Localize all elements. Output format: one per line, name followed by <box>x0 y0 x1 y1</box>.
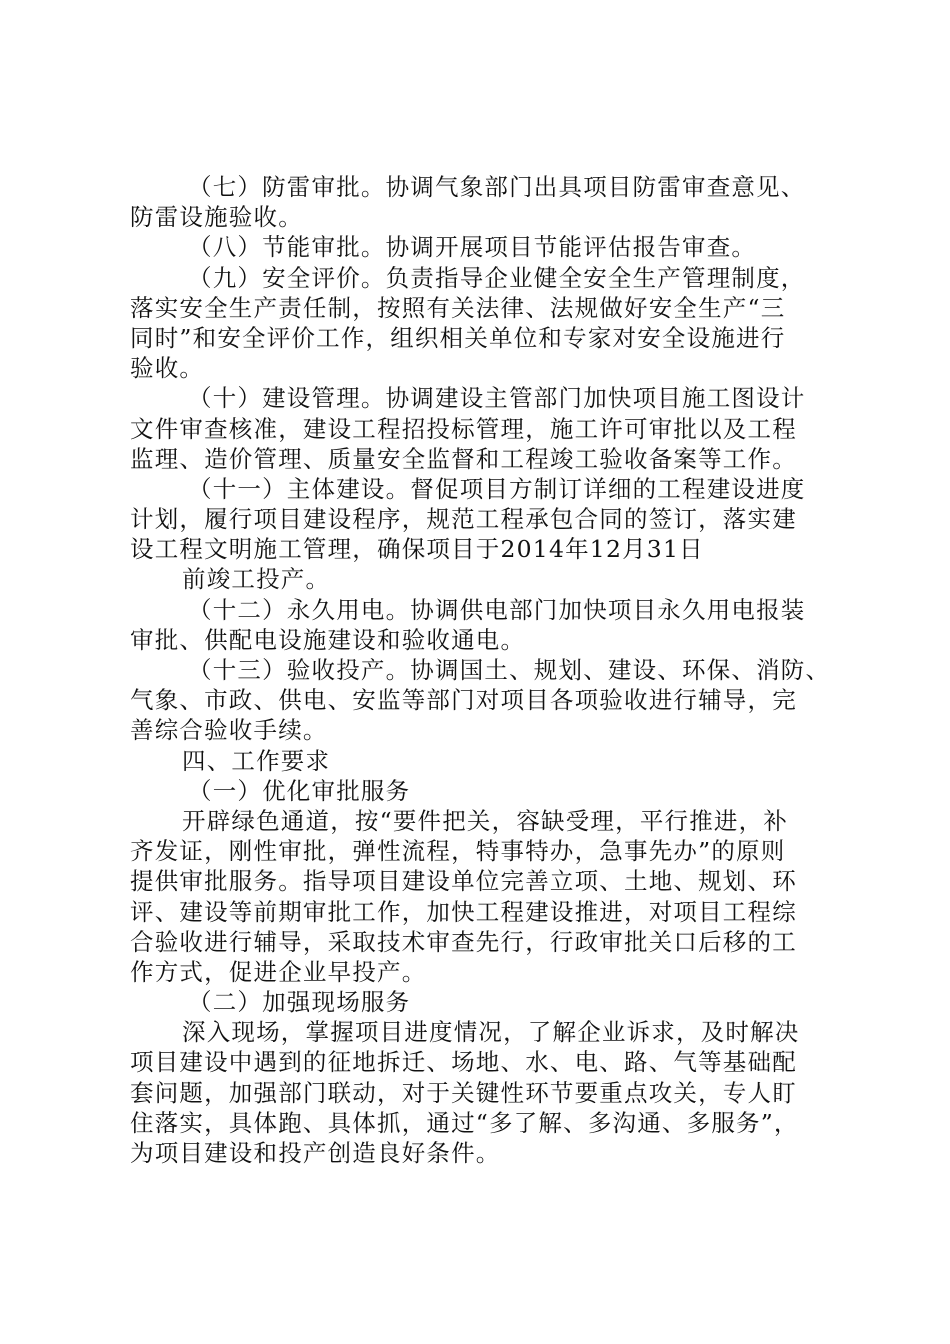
subsection-heading: （二）加强现场服务 <box>188 988 411 1017</box>
text-line: （七）防雷审批。协调气象部门出具项目防雷审查意见、 <box>188 173 806 201</box>
text-line: （八）节能审批。协调开展项目节能评估报告审查。 <box>188 233 757 262</box>
text-line: （九）安全评价。负责指导企业健全安全生产管理制度， <box>188 263 806 292</box>
text-line: 评、建设等前期审批工作，加快工程建设推进，对项目工程综 <box>130 897 797 926</box>
text-line: 善综合验收手续。 <box>130 716 328 745</box>
text-line: 套问题，加强部门联动，对于关键性环节要重点攻关，专人盯 <box>130 1078 797 1107</box>
text-line: 气象、市政、供电、安监等部门对项目各项验收进行辅导，完 <box>130 686 797 715</box>
section-heading: 四、工作要求 <box>182 746 331 775</box>
text-line: 验收。 <box>130 354 205 383</box>
text-line: 提供审批服务。指导项目建设单位完善立项、土地、规划、环 <box>130 867 797 896</box>
text-line: 监理、造价管理、质量安全监督和工程竣工验收备案等工作。 <box>130 444 797 473</box>
text-line: 齐发证，刚性审批，弹性流程，特事特办，急事先办”的原则 <box>130 837 786 866</box>
text-line: 为项目建设和投产创造良好条件。 <box>130 1139 501 1167</box>
text-line: 防雷设施验收。 <box>130 203 303 232</box>
text-line: 开辟绿色通道，按“要件把关，容缺受理，平行推进，补 <box>182 806 789 835</box>
text-line: （十一）主体建设。督促项目方制订详细的工程建设进度 <box>188 474 806 503</box>
text-line: 合验收进行辅导，采取技术审查先行，行政审批关口后移的工 <box>130 927 797 956</box>
text-line: 深入现场，掌握项目进度情况，了解企业诉求，及时解决 <box>182 1018 800 1047</box>
text-line: 住落实，具体跑、具体抓，通过“多了解、多沟通、多服务”， <box>130 1108 799 1137</box>
document-body <box>130 172 860 1168</box>
text-line: 设工程文明施工管理，确保项目于2014年12月31日 <box>130 535 704 564</box>
text-line: 作方式，促进企业早投产。 <box>130 957 427 986</box>
text-line: （十）建设管理。协调建设主管部门加快项目施工图设计 <box>188 384 806 413</box>
text-line: （十二）永久用电。协调供电部门加快项目永久用电报装 <box>188 595 806 624</box>
subsection-heading: （一）优化审批服务 <box>188 776 411 805</box>
text-line: 落实安全生产责任制，按照有关法律、法规做好安全生产“三 <box>130 293 786 322</box>
text-line: 同时”和安全评价工作，组织相关单位和专家对安全设施进行 <box>130 323 786 352</box>
text-line: 计划，履行项目建设程序，规范工程承包合同的签订，落实建 <box>130 505 797 534</box>
text-line: 审批、供配电设施建设和验收通电。 <box>130 625 526 654</box>
text-line: 项目建设中遇到的征地拆迁、场地、水、电、路、气等基础配 <box>130 1048 797 1077</box>
text-line: 前竣工投产。 <box>182 565 331 594</box>
text-line: 文件审查核准，建设工程招投标管理，施工许可审批以及工程 <box>130 414 797 443</box>
text-line: （十三）验收投产。协调国土、规划、建设、环保、消防、 <box>188 656 831 684</box>
